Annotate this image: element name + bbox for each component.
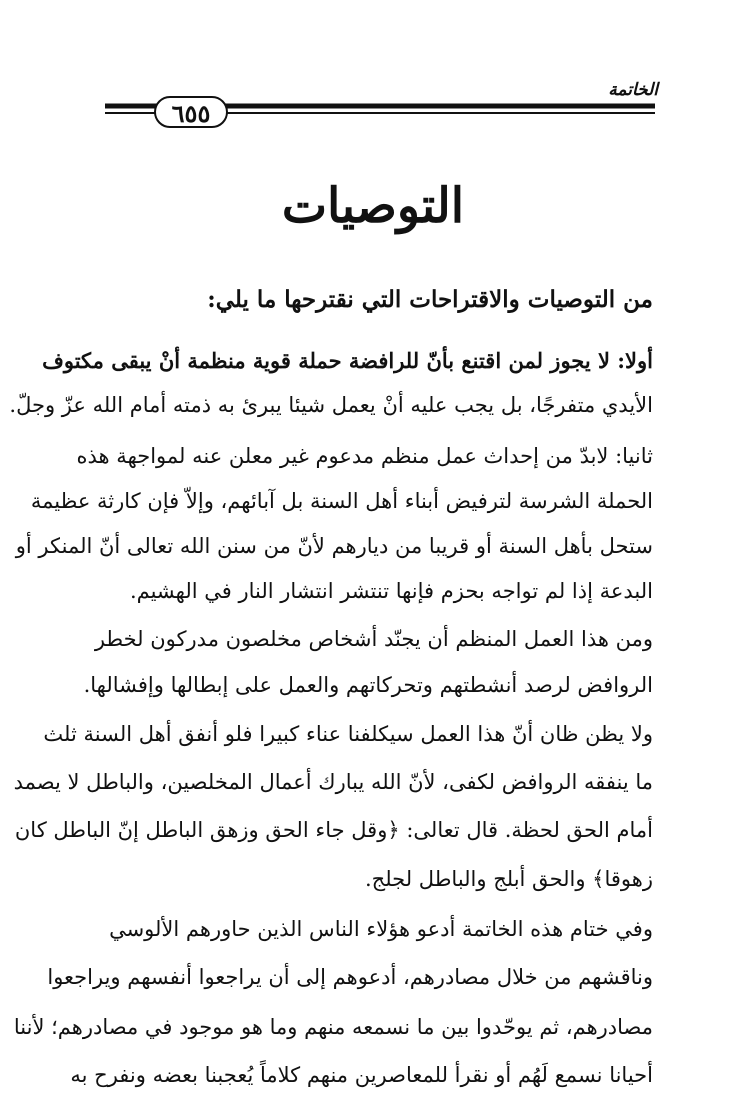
- paragraph-line-9: ولا يظن ظان أنّ هذا العمل سيكلفنا عناء كبيرا فلو أنفق أهل السنة ثلث: [43, 722, 653, 746]
- paragraph-line-3: ثانيا: لابدّ من إحداث عمل منظم مدعوم غير معلن عنه لمواجهة هذه: [76, 444, 653, 468]
- page-number: ٦٥٥: [154, 96, 228, 128]
- paragraph-line-11: أمام الحق لحظة. قال تعالى: ﴿وقل جاء الحق وزهق الباطل إنّ الباطل كان: [14, 818, 653, 842]
- intro-line: من التوصيات والاقتراحات التي نقترحها ما يلي:: [207, 286, 653, 313]
- paragraph-line-4: الحملة الشرسة لترفيض أبناء أهل السنة بل آبائهم، وإلاّ فإن كارثة عظيمة: [30, 489, 653, 513]
- paragraph-line-8: الروافض لرصد أنشطتهم وتحركاتهم والعمل على إبطالها وإفشالها.: [83, 673, 653, 697]
- paragraph-line-2: الأيدي متفرجًا، بل يجب عليه أنْ يعمل شيئا يبرئ به ذمته أمام الله عزّ وجلّ.: [9, 393, 653, 417]
- paragraph-line-13: وفي ختام هذه الخاتمة أدعو هؤلاء الناس الذين حاورهم الألوسي: [109, 917, 653, 941]
- paragraph-line-15: مصادرهم، ثم يوحّدوا بين ما نسمعه منهم وما هو موجود في مصادرهم؛ لأننا: [13, 1015, 653, 1039]
- running-title: الخاتمة: [608, 80, 658, 100]
- paragraph-line-10: ما ينفقه الروافض لكفى، لأنّ الله يبارك أعمال المخلصين، والباطل لا يصمد: [13, 770, 653, 794]
- paragraph-line-1: أولا: لا يجوز لمن اقتنع بأنّ للرافضة حملة قوية منظمة أنْ يبقى مكتوف: [42, 348, 653, 373]
- paragraph-line-6: البدعة إذا لم تواجه بحزم فإنها تنتشر انتشار النار في الهشيم.: [129, 579, 653, 603]
- paragraph-line-14: وناقشهم من خلال مصادرهم، أدعوهم إلى أن يراجعوا أنفسهم ويراجعوا: [47, 965, 653, 989]
- paragraph-line-16: أحيانا نسمع لَهُم أو نقرأ للمعاصرين منهم كلاماً يُعجبنا بعضه ونفرح به: [70, 1063, 653, 1087]
- paragraph-line-7: ومن هذا العمل المنظم أن يجنّد أشخاص مخلصون مدركون لخطر: [94, 627, 653, 651]
- paragraph-line-5: ستحل بأهل السنة أو قريبا من ديارهم لأنّ من سنن الله تعالى أنّ المنكر أو: [15, 534, 653, 558]
- page-title: التوصيات: [281, 178, 465, 234]
- paragraph-line-12: زهوقا﴾ والحق أبلج والباطل لجلج.: [364, 867, 653, 891]
